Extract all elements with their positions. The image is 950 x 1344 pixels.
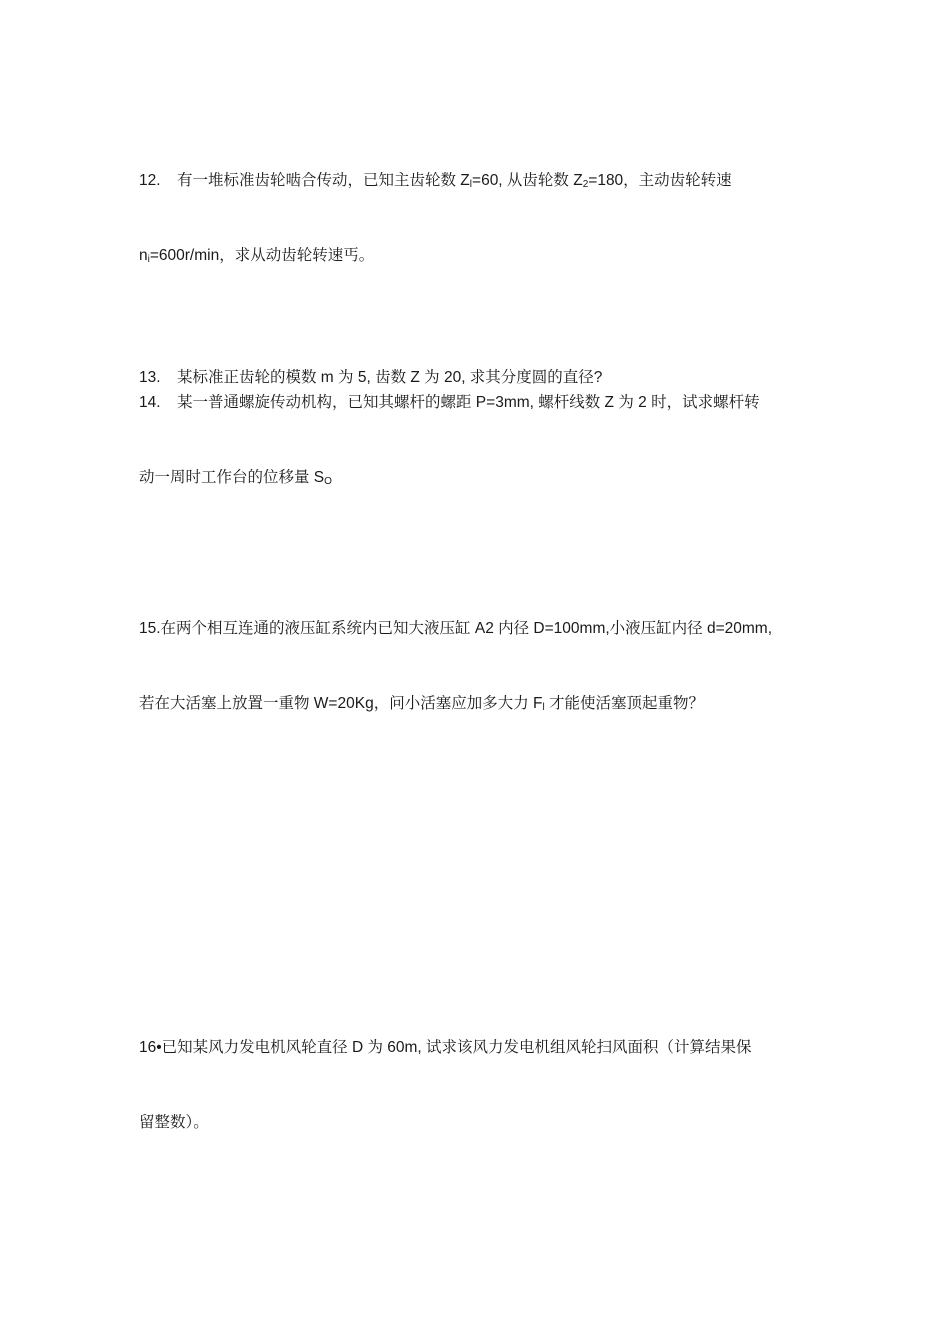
question-15 <box>139 566 819 766</box>
question-16-line-1: 16•已知某风力发电机风轮直径 D 为 60m, 试求该风力发电机组风轮扫风面积（计算结果保 <box>139 1039 752 1056</box>
question-16-line-2: 留整数）。 <box>139 1114 209 1131</box>
question-number: 13. <box>139 369 161 386</box>
question-16 <box>139 985 819 1185</box>
question-14-line-1: 14. 某一普通螺旋传动机构，已知其螺杆的螺距 P=3mm, 螺杆线数 Z 为 2 时，试求螺杆转 <box>139 390 819 415</box>
question-15-line-2: 若在大活塞上放置一重物 W=20Kg，问小活塞应加多大力 $F_l$ 才能使活塞顶起重物？ <box>139 695 705 713</box>
question-number: 14. <box>139 394 161 411</box>
question-14-line-2: 动一周时工作台的位移量 $S_O$ <box>139 469 332 487</box>
question-15-line-1: 15.在两个相互连通的液压缸系统内已知大液压缸 A2 内径 D=100mm,小液压缸内径 d=20mm, <box>139 620 773 637</box>
question-14 <box>139 340 819 540</box>
question-12-line-1: 12. 有一堆标准齿轮啮合传动，已知主齿轮数 $Z_l=60$, 从齿轮数 $Z_2=180$，主动齿轮转速 <box>139 168 819 193</box>
question-12-line-2: $n_i=600r/\min$，求从动齿轮转速丐。 <box>139 247 375 265</box>
question-12 <box>139 118 819 318</box>
question-number: 12. <box>139 172 161 189</box>
question-13-text: 某标准正齿轮的模数 m 为 5, 齿数 Z 为 20, 求其分度圆的直径? <box>177 369 603 386</box>
